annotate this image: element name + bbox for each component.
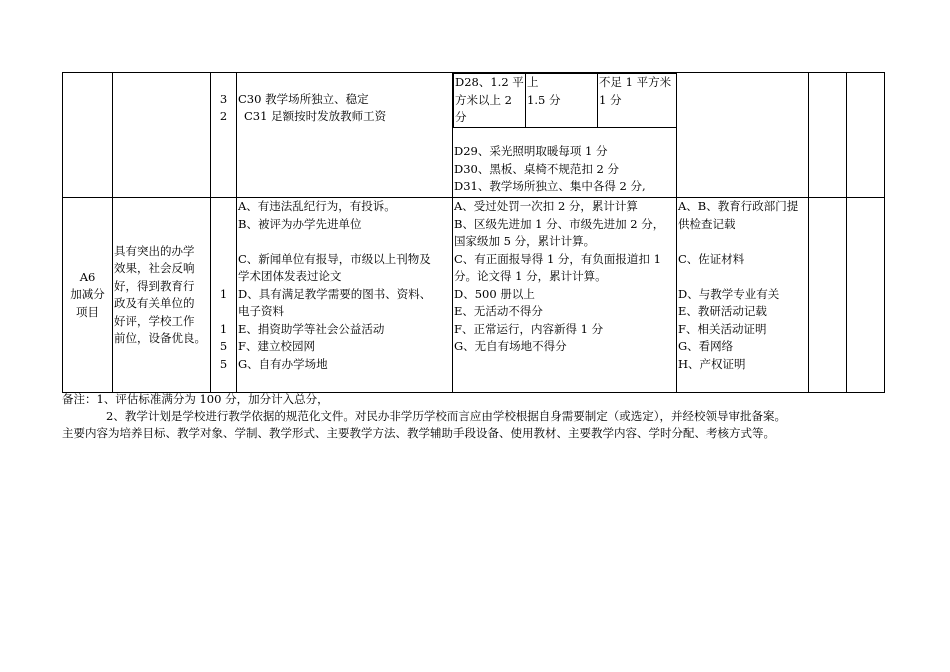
subcell-text: 1.5 分 — [527, 92, 561, 107]
content-cell — [237, 198, 453, 393]
subcell — [598, 74, 677, 128]
content-item: G、自有办学场地 — [238, 356, 328, 371]
scoring-cell — [453, 73, 677, 198]
number-text: 3 — [219, 91, 228, 106]
number-text: 1 — [219, 286, 228, 301]
number-cell — [211, 198, 237, 393]
subcell-text: 分 — [455, 110, 467, 124]
subcell-text: 方米以上 2 — [455, 92, 512, 107]
scoring-list — [453, 128, 676, 196]
code-text: A6 — [79, 269, 96, 284]
extra-cell-empty — [809, 198, 847, 393]
scoring-item: D31、教学场所独立、集中各得 2 分, — [454, 179, 646, 193]
subcell-text: 不足 1 平方米 — [599, 75, 672, 89]
note-line: 主要内容为培养目标、教学对象、学制、教学形式、主要教学方法、教学辅助手段设备、使用教材、主要教学内容、学时分配、考核方式等。 — [62, 426, 775, 440]
evidence-cell — [677, 198, 809, 393]
content-item: C30 教学场所独立、稳定 — [238, 91, 369, 106]
subcell-text: 1 分 — [599, 92, 622, 107]
scoring-item: B、区级先进加 1 分、市级先进加 2 分， — [454, 216, 665, 231]
code-text: 项目 — [76, 304, 99, 319]
notes-section — [62, 391, 892, 442]
table-row — [63, 198, 885, 393]
content-item: A、有违法乱纪行为，有投诉。 — [238, 199, 396, 213]
content-item: 电子资料 — [238, 304, 284, 318]
code-cell-empty — [63, 73, 113, 198]
scoring-item: D30、黑板、桌椅不规范扣 2 分 — [454, 161, 619, 176]
evidence-item: H、产权证明 — [678, 356, 746, 371]
number-cell — [211, 73, 237, 198]
extra-cell-empty — [847, 198, 885, 393]
evidence-item: 供检查记载 — [678, 216, 736, 231]
desc-text: 好评，学校工作 — [114, 313, 195, 328]
content-item: D、具有满足教学需要的图书、资料、 — [238, 286, 432, 301]
evaluation-table — [62, 72, 885, 393]
scoring-item: 国家级加 5 分，累计计算。 — [454, 234, 596, 248]
code-cell — [63, 198, 113, 393]
evidence-item: A、B、教育行政部门提 — [678, 199, 799, 213]
note-line: 备注：1、评估标准满分为 100 分，加分计入总分， — [62, 392, 329, 406]
evidence-item: C、佐证材料 — [678, 251, 745, 266]
desc-text: 效果，社会反响 — [114, 261, 195, 275]
scoring-item: G、无自有场地不得分 — [454, 339, 567, 353]
desc-cell — [113, 198, 211, 393]
subcell — [454, 74, 526, 128]
desc-text: 好，得到教育行 — [114, 278, 195, 293]
scoring-subtable — [453, 73, 676, 128]
scoring-item: E、无活动不得分 — [454, 304, 543, 318]
table-row — [63, 73, 885, 198]
desc-text: 前位，设备优良。 — [114, 331, 206, 345]
desc-text: 政及有关单位的 — [114, 296, 195, 310]
content-item: 学术团体发表过论文 — [238, 269, 342, 283]
content-item: C31 足额按时发放教师工资 — [244, 109, 387, 123]
extra-cell-empty — [809, 73, 847, 198]
subcell — [526, 74, 598, 128]
code-text: 加减分 — [70, 287, 105, 302]
desc-cell-empty — [113, 73, 211, 198]
extra-cell-empty — [847, 73, 885, 198]
evidence-item: D、与教学专业有关 — [678, 286, 780, 301]
evidence-cell-empty — [677, 73, 809, 198]
content-item: F、建立校园网 — [238, 339, 315, 353]
note-line: 2、教学计划是学校进行教学依据的规范化文件。对民办非学历学校而言应由学校根据自身需要制定（或选定），并经校领导审批备案。 — [106, 409, 787, 423]
number-text: 1 — [219, 321, 228, 336]
content-cell — [237, 73, 453, 198]
scoring-item: D29、采光照明取暖每项 1 分 — [454, 144, 608, 158]
scoring-cell — [453, 198, 677, 393]
subcell-text: D28、1.2 平 — [455, 75, 524, 89]
number-text: 5 — [219, 356, 228, 371]
content-item: E、捐资助学等社会公益活动 — [238, 321, 385, 336]
evidence-item: E、教研活动记载 — [678, 304, 767, 318]
scoring-item: F、正常运行，内容新得 1 分 — [454, 321, 604, 336]
evidence-item: F、相关活动证明 — [678, 321, 767, 336]
scoring-item: C、有正面报导得 1 分，有负面报道扣 1 — [454, 251, 661, 266]
desc-text: 具有突出的办学 — [114, 243, 195, 258]
content-item: B、被评为办学先进单位 — [238, 216, 362, 231]
number-text: 2 — [219, 109, 228, 123]
evidence-item: G、看网络 — [678, 339, 734, 353]
subcell-text: 上 — [527, 75, 539, 89]
scoring-item: D、500 册以上 — [454, 286, 535, 301]
scoring-item: A、受过处罚一次扣 2 分，累计计算 — [454, 199, 638, 213]
number-text: 5 — [219, 339, 228, 353]
scoring-item: 分。论文得 1 分，累计计算。 — [454, 269, 607, 283]
content-item: C、新闻单位有报导，市级以上刊物及 — [238, 251, 431, 266]
